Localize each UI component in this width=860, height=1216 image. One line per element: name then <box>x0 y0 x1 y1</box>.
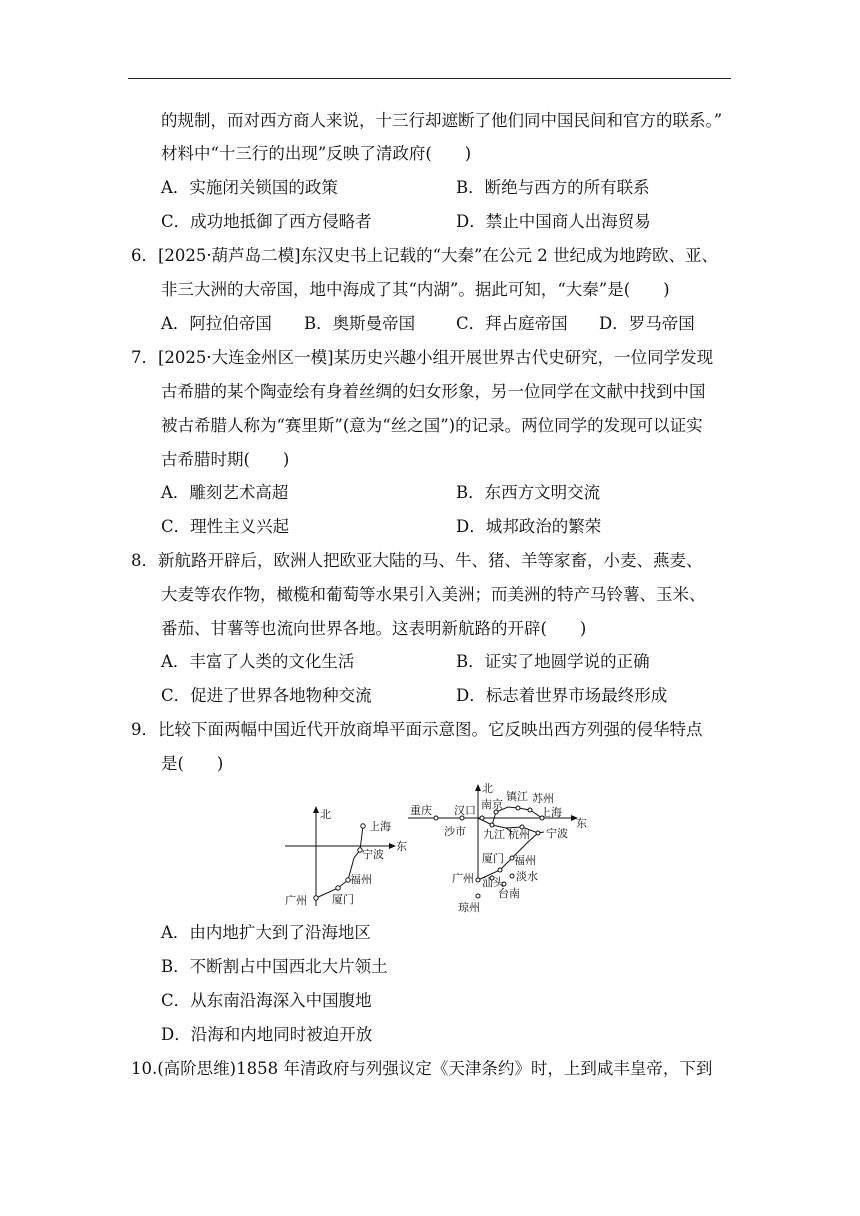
question-6-text: 非三大洲的大帝国，地中海成了其“内湖”。据此可知，“大秦”是( ) <box>161 280 670 299</box>
city-label: 九江 <box>483 828 505 841</box>
option-a[interactable]: A．阿拉伯帝国 <box>161 314 272 333</box>
city-label: 汕头 <box>482 876 504 889</box>
city-label: 台南 <box>498 887 520 900</box>
question-7-text: 古希腊的某个陶壶绘有身着丝绸的妇女形象，另一位同学在文献中找到中国 <box>161 382 706 401</box>
city-label: 镇江 <box>506 790 528 803</box>
question-7-text: 古希腊时期( ) <box>161 450 290 469</box>
question-text: 的规制，而对西方商人来说，十三行却遮断了他们同中国民间和官方的联系。” <box>161 111 723 130</box>
question-6-text: 6．[2025·葫芦岛二模]东汉史书上记载的“大秦”在公元 2 世纪成为地跨欧、亚、 <box>131 246 718 265</box>
city-label: 广州 <box>452 872 474 885</box>
city-label: 南京 <box>481 798 503 811</box>
north-arrow-icon <box>313 806 319 813</box>
question-8-text: 大麦等农作物，橄榄和葡萄等水果引入美洲；而美洲的特产马铃薯、玉米、 <box>161 585 706 604</box>
city-label: 重庆 <box>410 804 432 817</box>
city-label: 淡水 <box>516 870 538 883</box>
city-label: 宁波 <box>362 848 384 861</box>
city-label: 苏州 <box>532 792 554 805</box>
city-point <box>490 823 494 827</box>
city-point <box>476 894 480 898</box>
city-point <box>314 896 318 900</box>
question-8-text: 番茄、甘薯等也流向世界各地。这表明新航路的开辟( ) <box>161 619 587 638</box>
question-8-text: 8．新航路开辟后，欧洲人把欧亚大陆的马、牛、猪、羊等家畜，小麦、燕麦、 <box>131 551 703 570</box>
north-arrow-icon <box>475 784 481 791</box>
city-point <box>528 808 532 812</box>
question-7-text: 被古希腊人称为“赛里斯”(意为“丝之国”)的记录。两位同学的发现可以证实 <box>161 416 703 435</box>
city-label: 福州 <box>514 854 536 867</box>
option-d[interactable]: D．禁止中国商人出海贸易 <box>456 212 651 231</box>
option-d[interactable]: D．标志着世界市场最终形成 <box>456 686 668 705</box>
treaty-ports-map-2 <box>408 780 590 916</box>
treaty-ports-map-1 <box>280 800 410 912</box>
city-point <box>434 816 438 820</box>
city-label: 福州 <box>350 873 372 886</box>
option-d[interactable]: D．罗马帝国 <box>599 314 695 333</box>
east-label: 东 <box>396 840 407 853</box>
city-label: 汉口 <box>454 804 476 817</box>
city-label: 厦门 <box>482 852 504 865</box>
city-point <box>536 831 540 835</box>
city-point <box>476 878 480 882</box>
option-b[interactable]: B．东西方文明交流 <box>456 483 601 502</box>
header-rule <box>128 78 731 79</box>
city-label: 琼州 <box>458 901 480 914</box>
option-c[interactable]: C．促进了世界各地物种交流 <box>161 686 372 705</box>
city-point <box>480 816 484 820</box>
option-c[interactable]: C．拜占庭帝国 <box>456 314 568 333</box>
option-a[interactable]: A．雕刻艺术高超 <box>161 483 289 502</box>
east-label: 东 <box>576 817 587 830</box>
city-point <box>336 886 340 890</box>
city-point <box>510 874 514 878</box>
option-a[interactable]: A．由内地扩大到了沿海地区 <box>161 923 371 942</box>
city-label: 上海 <box>369 820 391 833</box>
option-b[interactable]: B．证实了地圆学说的正确 <box>456 652 650 671</box>
option-d[interactable]: D．城邦政治的繁荣 <box>456 517 602 536</box>
option-b[interactable]: B．断绝与西方的所有联系 <box>456 178 650 197</box>
city-label: 宁波 <box>546 827 568 840</box>
north-label: 北 <box>320 808 331 821</box>
option-a[interactable]: A．丰富了人类的文化生活 <box>161 652 355 671</box>
city-point <box>361 824 365 828</box>
city-point <box>516 806 520 810</box>
city-label: 广州 <box>285 894 307 907</box>
question-9-text: 是( ) <box>161 754 224 773</box>
city-label: 厦门 <box>332 893 354 906</box>
city-label: 沙市 <box>444 825 466 838</box>
question-10-text: 10.(高阶思维)1858 年清政府与列强议定《天津条约》时，上到咸丰皇帝，下到 <box>131 1059 713 1078</box>
option-b[interactable]: B．不断割占中国西北大片领土 <box>161 957 388 976</box>
north-label: 北 <box>482 782 493 795</box>
option-d[interactable]: D．沿海和内地同时被迫开放 <box>161 1025 373 1044</box>
question-9-text: 9．比较下面两幅中国近代开放商埠平面示意图。它反映出西方列强的侵华特点 <box>131 720 703 739</box>
east-arrow-icon <box>389 843 396 849</box>
option-c[interactable]: C．理性主义兴起 <box>161 517 290 536</box>
question-7-text: 7．[2025·大连金州区一模]某历史兴趣小组开展世界古代史研究，一位同学发现 <box>131 348 714 367</box>
question-text: 材料中“十三行的出现”反映了清政府( ) <box>161 144 472 163</box>
option-c[interactable]: C．成功地抵御了西方侵略者 <box>161 212 372 231</box>
city-point <box>498 868 502 872</box>
option-c[interactable]: C．从东南沿海深入中国腹地 <box>161 991 372 1010</box>
option-b[interactable]: B．奥斯曼帝国 <box>304 314 416 333</box>
city-label: 上海 <box>540 806 562 819</box>
city-label: 杭州 <box>508 828 530 841</box>
option-a[interactable]: A．实施闭关锁国的政策 <box>161 178 338 197</box>
